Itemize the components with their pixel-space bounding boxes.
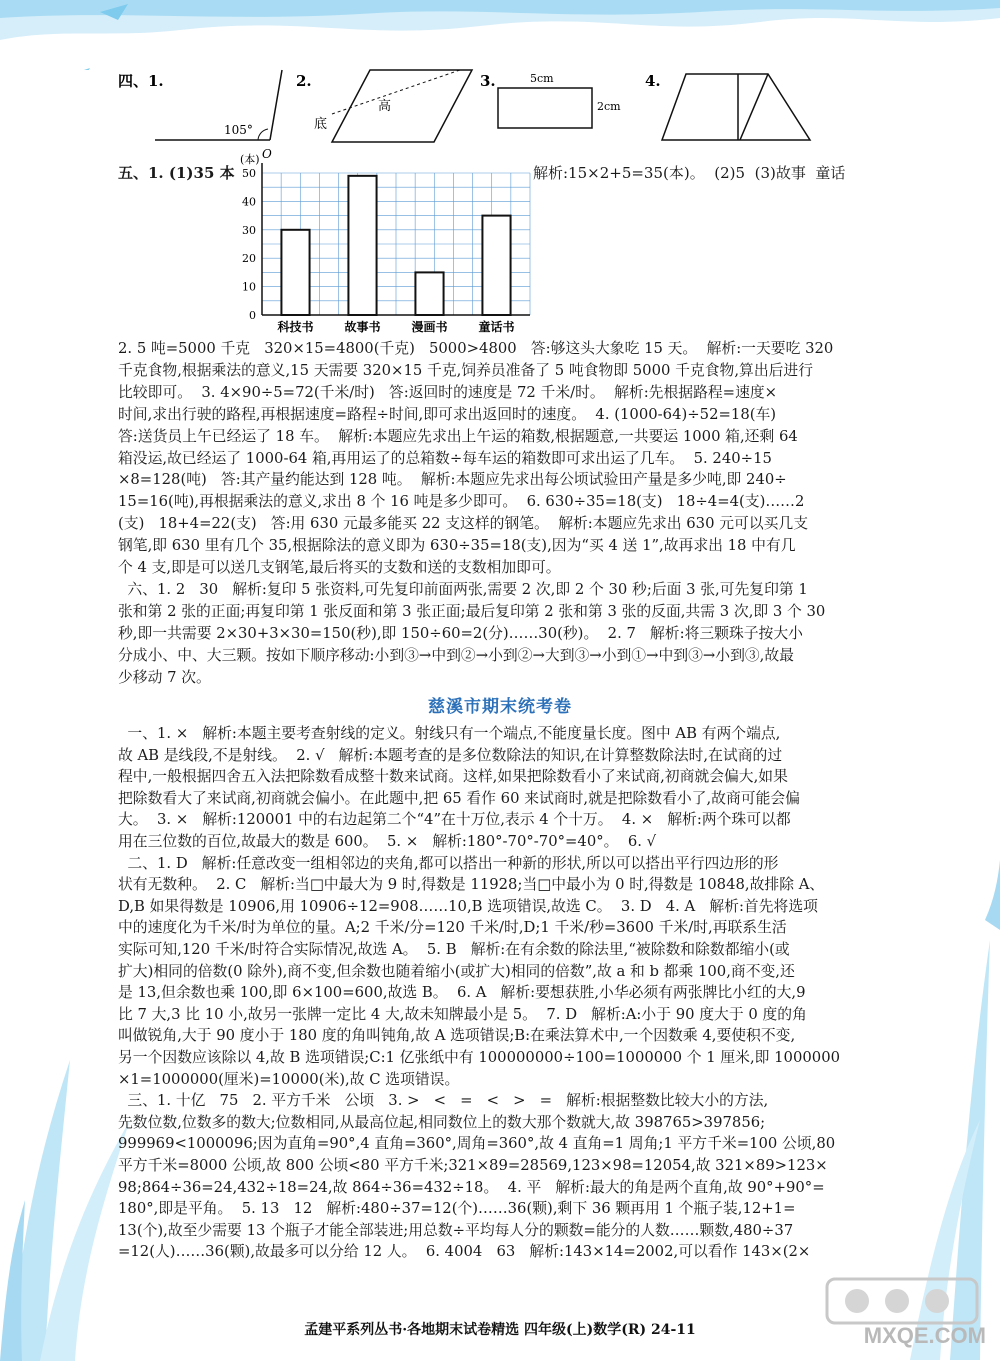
- x-tick-label: 科技书: [277, 320, 314, 334]
- fig1-label: 四、1.: [118, 72, 164, 90]
- answer-line: 少移动 7 次。: [118, 668, 211, 686]
- answer-line: 时间,求出行驶的路程,再根据速度=路程÷时间,即可求出返回时的速度。 4. (1000-64)÷52=18(车): [118, 405, 777, 423]
- y-axis-label: (本): [240, 153, 260, 166]
- answer-line: 实际可知,120 千米/时符合实际情况,故选 A。 5. B 解析:在有余数的除法里,“被除数和除数都缩小(或: [118, 941, 790, 958]
- answer-line: 中的速度化为千米/时为单位的量。A;2 千米/分=120 千米/时,D;1 千米/秒=3600 千米/时,再联系生活: [118, 919, 787, 937]
- answer-line: 程中,一般根据四舍五入法把除数看成整十数来试商。这样,如果把除数看小了来试商,初商就会偏大,如果: [118, 768, 788, 786]
- answer-line: 180°,即是平角。 5. 13 12 解析:480÷37=12(个)……36(颗),剩下 36 颗再用 1 个瓶子装,12+1=: [118, 1200, 796, 1218]
- page-footer: 孟建平系列丛书·各地期末试卷精选 四年级(上)数学(R) 24-11: [304, 1322, 696, 1338]
- bar: [348, 176, 376, 315]
- q5-item1: 五、1. (1)35 本: [118, 164, 235, 182]
- y-tick-label: 30: [242, 223, 256, 237]
- fig2-height-label: 高: [378, 99, 392, 114]
- fig3-rectangle: [498, 88, 592, 128]
- answer-line: 大。 3. × 解析:120001 中的右边起第二个“4”在十万位,表示 4 个十万。 4. × 解析:两个珠可以都: [118, 811, 791, 829]
- answer-line: 钢笔,即 630 里有几个 35,根据除法的意义即为 630÷35=18(支),因为“买 4 送 1”,故再求出 18 中有几: [118, 537, 796, 555]
- answer-line: 比较即可。 3. 4×90÷5=72(千米/时) 答:返回时的速度是 72 千米/时。 解析:先根据路程=速度×: [118, 383, 778, 401]
- answer-line: 叫做锐角,大于 90 度小于 180 度的角叫钝角,故 A 选项错误;B:在乘法算术中,一个因数乘 4,要使积不变,: [118, 1027, 796, 1045]
- answer-line: 一、1. × 解析:本题主要考查射线的定义。射线只有一个端点,不能度量长度。图中 AB 有两个端点,: [118, 725, 781, 742]
- y-tick-label: 40: [242, 195, 256, 209]
- answer-line: 个 4 支,即是可以送几支钢笔,最后将买的支数和送的支数相加即可。: [118, 559, 561, 576]
- fig2-height-line: [332, 70, 460, 114]
- answer-line: 二、1. D 解析:任意改变一组相邻边的夹角,都可以搭出一种新的形状,所以可以搭出平行四边形的形: [118, 854, 779, 872]
- fig4-trapezoid: [662, 74, 810, 140]
- answer-line: 故 AB 是线段,不是射线。 2. √ 解析:本题考查的是多位数除法的知识,在计算整数除法时,在试商的过: [118, 746, 783, 764]
- answer-line: 扩大)相同的倍数(0 除外),商不变,但余数也随着缩小(或扩大)相同的倍数”,故 a 和 b 都乘 100,商不变,还: [118, 962, 795, 980]
- fig4-diagonal: [740, 74, 768, 140]
- answer-line: 分成小、中、大三颗。按如下顺序移动:小到③→中到②→小到②→大到③→小到①→中到③→小到③,故最: [118, 646, 794, 664]
- fig2-label: 2.: [296, 72, 312, 90]
- answer-line: 先数位数,位数多的数大;位数相同,从最高位起,相同数位上的数大那个数就大,故 398765>397856;: [118, 1113, 766, 1131]
- bar: [281, 230, 309, 315]
- answer-line: D,B 如果得数是 10906,用 10906÷12=908……10,B 选项错误,故选 C。 3. D 4. A 解析:首先将选项: [118, 897, 818, 915]
- answer-line: =12(人)……36(颗),故最多可以分给 12 人。 6. 4004 63 解析:143×14=2002,可以看作 143×(2×: [118, 1243, 811, 1261]
- decorative-wave-top: [0, 0, 1000, 70]
- watermark-text: MXQE.COM: [863, 1323, 986, 1348]
- answer-line: 秒,即一共需要 2×30+3×30=150(秒),即 150÷60=2(分)……30(秒)。 2. 7 解析:将三颗珠子按大小: [118, 624, 803, 642]
- answer-line: 15=16(吨),再根据乘法的意义,求出 8 个 16 吨是多少即可。 6. 630÷35=18(支) 18÷4=4(支)……2: [118, 493, 805, 511]
- x-tick-label: 童话书: [478, 320, 515, 334]
- bar: [482, 216, 510, 315]
- answer-line: 六、1. 2 30 解析:复印 5 张资料,可先复印前面两张,需要 2 次,即 2 个 30 秒;后面 3 张,可先复印第 1: [118, 580, 808, 598]
- answer-line: 比 7 大,3 比 10 小,故另一张牌一定比 4 大,故未知牌最小是 5。 7. D 解析:A:小于 90 度大于 0 度的角: [118, 1005, 807, 1023]
- section-title: 慈溪市期末统考卷: [428, 697, 572, 717]
- fig3-width-label: 5cm: [530, 72, 554, 85]
- fig3-label: 3.: [480, 72, 496, 90]
- answer-line: 状有无数种。 2. C 解析:当□中最大为 9 时,得数是 11928;当□中最小为 0 时,得数是 10848,故排除 A、: [118, 876, 825, 894]
- fig3-height-label: 2cm: [597, 100, 621, 113]
- answer-line: 999969<1000096;因为直角=90°,4 直角=360°,周角=360°,故 4 直角=1 周角;1 平方千米=100 公顷,80: [118, 1135, 836, 1153]
- x-tick-label: 漫画书: [411, 320, 448, 334]
- fig1-angle-label: 105°: [224, 123, 253, 137]
- bar-chart: [220, 150, 540, 335]
- fig4-label: 4.: [645, 72, 661, 90]
- y-tick-label: 0: [249, 309, 256, 322]
- answer-line: 箱没运,故已经运了 1000-64 箱,再用运了的总箱数÷每车运的箱数即可求出运了几车。 5. 240÷15: [118, 449, 772, 467]
- fig2-base-label: 底: [314, 117, 328, 132]
- answer-line: 三、1. 十亿 75 2. 平方千米 公顷 3. > < = < > = 解析:根据整数比较大小的方法,: [118, 1092, 769, 1110]
- fig1-vertex-label: O: [262, 147, 272, 161]
- answer-line: 用在三位数的百位,故最大的数是 600。 5. × 解析:180°-70°-70°=40°。 6. √: [118, 833, 657, 850]
- answer-line: 2. 5 吨=5000 千克 320×15=4800(千克) 5000>4800 答:够这头大象吃 15 天。 解析:一天要吃 320: [118, 340, 834, 357]
- answer-line: (支) 18+4=22(支) 答:用 630 元最多能买 22 支这样的钢笔。 解析:本题应先求出 630 元可以买几支: [118, 515, 809, 533]
- fig1-ray-slanted: [270, 70, 282, 140]
- answer-line: 是 13,但余数也乘 100,即 6×100=600,故选 B。 6. A 解析:要想获胜,小华必须有两张牌比小红的大,9: [118, 984, 806, 1002]
- answer-line: 把除数看大了来试商,初商就会偏小。在此题中,把 65 看作 60 来试商时,就是把除数看小了,故商可能会偏: [118, 789, 800, 807]
- q5-analysis: 解析:15×2+5=35(本)。 (2)5 (3)故事 童话: [533, 164, 846, 182]
- answer-line: 13(个),故至少需要 13 个瓶子才能全部装进;用总数÷平均每人分的颗数=能分的人数……颗数,480÷37: [118, 1221, 794, 1239]
- answer-line: ×1=1000000(厘米)=10000(米),故 C 选项错误。: [118, 1070, 460, 1088]
- answer-line: 98;864÷36=24,432÷18=24,故 864÷36=432÷18。 4. 平 解析:最大的角是两个直角,故 90°+90°=: [118, 1178, 825, 1196]
- answer-line: 张和第 2 张的正面;再复印第 1 张反面和第 3 张正面;最后复印第 2 张和第 3 张的反面,共需 3 次,即 3 个 30: [118, 602, 826, 620]
- fig2-parallelogram: [332, 70, 472, 142]
- y-tick-label: 20: [242, 252, 256, 266]
- y-tick-label: 50: [242, 167, 256, 180]
- answer-line: 另一个因数应该除以 4,故 B 选项错误;C:1 亿张纸中有 100000000÷100=1000000 个 1 厘米,即 1000000: [118, 1049, 841, 1066]
- answer-line: 答:送货员上午已经运了 18 车。 解析:本题应先求出上午运的箱数,根据题意,一共要运 1000 箱,还剩 64: [118, 427, 798, 445]
- answer-line: ×8=128(吨) 答:其产量约能达到 128 吨。 解析:本题应先求出每公顷试验田产量是多少吨,即 240÷: [118, 471, 787, 489]
- answer-line: 平方千米=8000 公顷,故 800 公顷<80 平方千米;321×89=28569,123×98=12054,故 321×89>123×: [118, 1157, 828, 1174]
- bar: [415, 272, 443, 315]
- answer-line: 千克食物,根据乘法的意义,15 天需要 320×15 千克,饲养员准备了 5 吨食物即 5000 千克食物,算出后进行: [118, 361, 814, 379]
- y-tick-label: 10: [242, 280, 256, 294]
- x-tick-label: 故事书: [344, 320, 381, 334]
- fig1-angle-arc: [258, 129, 268, 140]
